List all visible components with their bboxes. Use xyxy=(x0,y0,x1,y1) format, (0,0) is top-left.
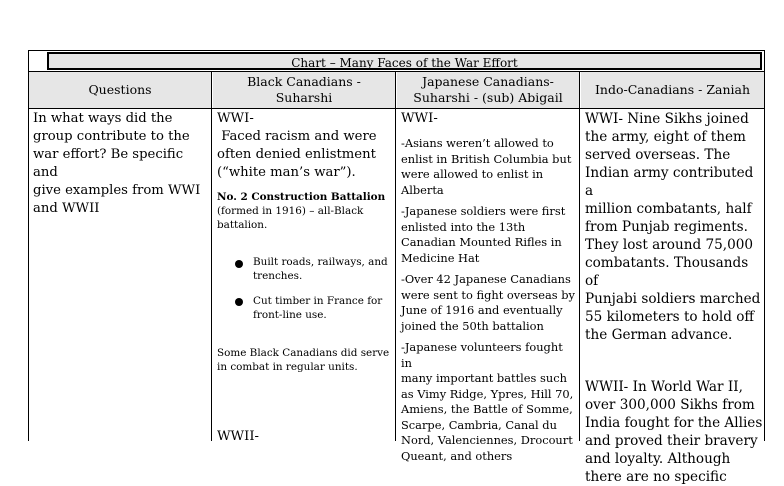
header-black-line1: Black Canadians - xyxy=(247,74,361,89)
bullet-item-roads xyxy=(253,255,393,283)
col-divider-3 xyxy=(579,71,580,441)
japanese-canadians-cell xyxy=(401,110,577,464)
indo-wwi-paragraph xyxy=(585,110,763,344)
bullet-line: Built roads, railways, and xyxy=(253,256,388,268)
question-line: war effort? Be specific and xyxy=(33,147,184,180)
table-left-border xyxy=(28,50,29,441)
japanese-wwi-label: WWI- xyxy=(401,111,438,126)
indo-wwii-paragraph xyxy=(585,378,763,486)
indo-line: Punjabi soldiers marched xyxy=(585,291,761,307)
question-line: give examples from WWI xyxy=(33,183,201,198)
indo-line: and proved their bravery xyxy=(585,433,758,449)
black-wwi-label: WWI- xyxy=(217,111,254,126)
indo-line: over 300,000 Sikhs from xyxy=(585,397,755,413)
japanese-line: Nord, Valenciennes, Drocourt xyxy=(401,433,573,447)
bullet-icon xyxy=(235,298,243,306)
japanese-line: Amiens, the Battle of Somme, xyxy=(401,402,573,416)
indo-line: WWII- In World War II, xyxy=(585,379,743,395)
col-divider-1 xyxy=(211,71,212,441)
header-japanese-canadians xyxy=(397,72,579,108)
japanese-line: enlisted into the 13th xyxy=(401,219,526,234)
japanese-line: Queant, and others xyxy=(401,448,513,463)
black-canadians-cell xyxy=(217,110,393,232)
japanese-line: -Asians weren’t allowed to xyxy=(401,136,554,150)
black-intro-line: often denied enlistment xyxy=(217,147,376,162)
col-divider-2 xyxy=(395,71,396,441)
header-questions xyxy=(29,72,211,108)
indo-line: million combatants, half xyxy=(585,201,752,217)
japanese-line: Alberta xyxy=(401,182,444,197)
header-black-line2: Suharshi xyxy=(275,90,333,105)
japanese-paragraph-2 xyxy=(401,204,577,266)
indo-line: combatants. Thousands of xyxy=(585,255,749,289)
indo-line: WWI- Nine Sikhs joined xyxy=(585,111,749,127)
japanese-line: joined the 50th battalion xyxy=(401,318,544,333)
header-indo-label: Indo-Canadians - Zaniah xyxy=(594,82,751,97)
black-intro-line: (“white man’s war”). xyxy=(217,165,356,180)
question-line: In what ways did the xyxy=(33,111,173,126)
japanese-line: -Japanese volunteers fought in xyxy=(401,340,563,370)
indo-canadians-cell xyxy=(585,110,763,486)
battalion-name: No. 2 Construction Battalion xyxy=(217,191,386,203)
table-right-border xyxy=(764,50,765,441)
japanese-line: as Vimy Ridge, Ypres, Hill 70, xyxy=(401,386,574,401)
japanese-line: Canadian Mounted Rifles in xyxy=(401,235,562,249)
japanese-line: were allowed to enlist in xyxy=(401,167,544,181)
japanese-line: -Japanese soldiers were first xyxy=(401,204,566,218)
japanese-line: -Over 42 Japanese Canadians xyxy=(401,272,571,286)
black-wwii-label: WWII- xyxy=(217,429,259,444)
header-black-canadians xyxy=(213,72,395,108)
battalion-line: (formed in 1916) – all-Black xyxy=(217,205,364,217)
combat-line: Some Black Canadians did serve xyxy=(217,347,390,359)
japanese-line: many important battles such xyxy=(401,371,567,385)
indo-line: there are no specific xyxy=(585,469,727,485)
question-line: group contribute to the xyxy=(33,129,190,144)
questions-cell xyxy=(33,110,209,218)
japanese-line: Medicine Hat xyxy=(401,250,480,265)
japanese-line: June of 1916 and eventually xyxy=(401,303,563,317)
chart-title: Chart – Many Faces of the War Effort xyxy=(47,52,762,70)
black-intro-line: Faced racism and were xyxy=(217,129,377,144)
bullet-line: front-line use. xyxy=(253,309,327,321)
indo-line: Indian army contributed a xyxy=(585,165,754,199)
header-indo-canadians xyxy=(581,72,764,108)
indo-line: served overseas. The xyxy=(585,147,731,163)
header-japanese-line2: Suharshi - (sub) Abigail xyxy=(413,90,563,105)
combat-line: in combat in regular units. xyxy=(217,361,358,373)
bullet-item-timber xyxy=(253,294,393,322)
japanese-line: enlist in British Columbia but xyxy=(401,151,572,166)
indo-line: India fought for the Allies xyxy=(585,415,763,431)
header-japanese-line1: Japanese Canadians- xyxy=(422,74,554,89)
table-top-border xyxy=(28,50,765,51)
japanese-line: were sent to fight overseas by xyxy=(401,287,575,302)
bullet-icon xyxy=(235,260,243,268)
header-bottom-border xyxy=(28,108,765,109)
indo-line: from Punjab regiments. xyxy=(585,219,748,235)
indo-line: and loyalty. Although xyxy=(585,451,731,467)
question-line: and WWII xyxy=(33,201,100,216)
bullet-line: Cut timber in France for xyxy=(253,295,383,307)
japanese-paragraph-1 xyxy=(401,136,577,198)
battalion-line: battalion. xyxy=(217,219,268,231)
bullet-line: trenches. xyxy=(253,270,303,282)
indo-line: the German advance. xyxy=(585,327,733,343)
japanese-line: Scarpe, Cambria, Canal du xyxy=(401,417,557,432)
indo-line: They lost around 75,000 xyxy=(585,237,754,253)
black-combat-note xyxy=(217,346,393,374)
header-questions-label: Questions xyxy=(88,82,152,97)
indo-line: 55 kilometers to hold off xyxy=(585,309,755,325)
indo-line: the army, eight of them xyxy=(585,129,746,145)
japanese-paragraph-3 xyxy=(401,272,577,334)
japanese-paragraph-4 xyxy=(401,340,577,464)
